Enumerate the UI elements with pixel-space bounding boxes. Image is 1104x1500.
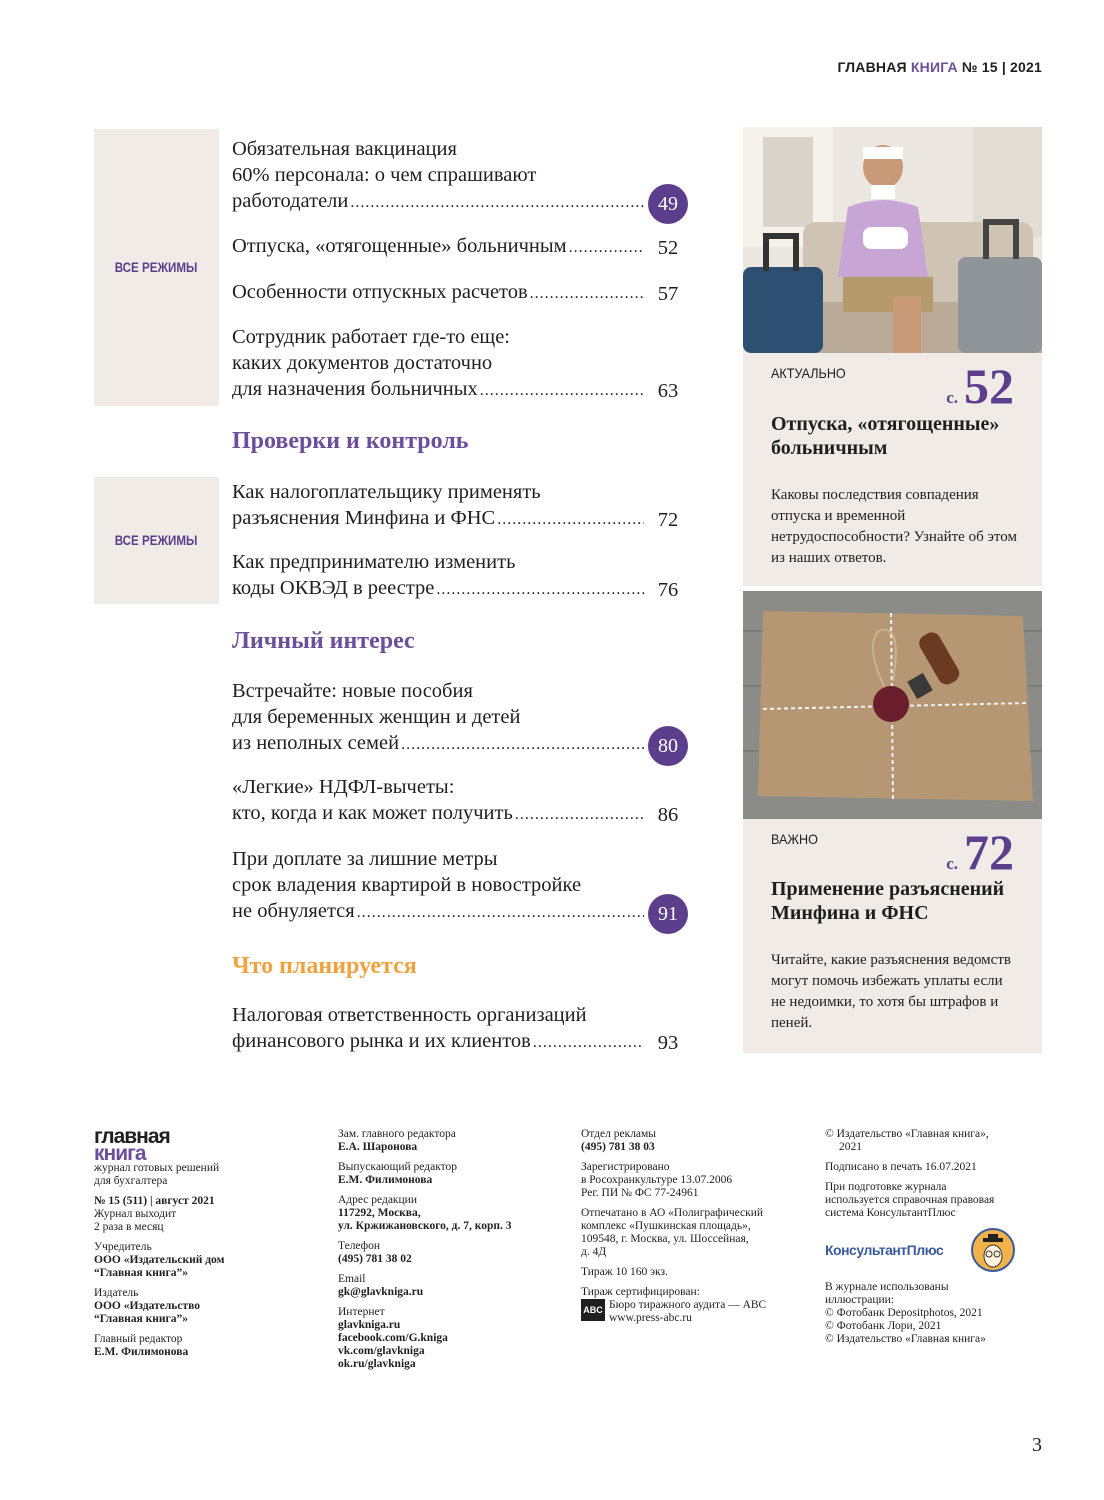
page-badge[interactable]: 49 (648, 184, 688, 224)
logo-top: главная (94, 1125, 170, 1148)
legal-system-note: система КонсультантПлюс (825, 1207, 956, 1219)
footer-imprint-col3 (581, 1128, 811, 1325)
category-band-all-modes (94, 129, 219, 406)
abc-logo-icon: ABC (581, 1299, 605, 1321)
card-text: Каковы последствия совпадения отпуска и временной нетрудоспособности? Узнайте об этом из наших ответов. (771, 487, 1017, 566)
ads-phone[interactable]: (495) 781 38 03 (581, 1141, 655, 1153)
page-number-link[interactable]: 86 (657, 804, 679, 826)
card-title: Применение разъяснений Минфина и ФНС (771, 878, 1005, 924)
address-label: Адрес редакции (338, 1194, 417, 1206)
vk-link[interactable]: vk.com/glavkniga (338, 1345, 425, 1357)
toc-entry-line: из неполных семей (232, 732, 400, 754)
page-number-link[interactable]: 57 (657, 283, 679, 305)
facebook-link[interactable]: facebook.com/G.kniga (338, 1332, 448, 1344)
toc-entry-line: Обязательная вакцинация (232, 138, 457, 160)
signed-date: Подписано в печать 16.07.2021 (825, 1161, 977, 1173)
tagline: для бухгалтера (94, 1175, 168, 1187)
leader-dots (530, 281, 644, 307)
publisher: “Главная книга”» (94, 1313, 189, 1325)
editor-label: Главный редактор (94, 1333, 183, 1345)
leader-dots (436, 577, 644, 603)
registration: Зарегистрировано (581, 1161, 670, 1173)
footer-imprint-col2 (338, 1128, 568, 1371)
toc-entry[interactable] (232, 136, 698, 216)
illustration-credit: © Фотобанк Depositphotos, 2021 (825, 1307, 983, 1319)
issue-info: № 15 (511) | август 2021 (94, 1195, 215, 1207)
card-tag: ВАЖНО (771, 831, 818, 847)
page-badge[interactable]: 91 (648, 894, 688, 934)
toc-entry[interactable] (232, 846, 698, 926)
printing-house: д. 4Д (581, 1246, 607, 1258)
tagline: журнал готовых решений (94, 1162, 220, 1174)
toc-entry[interactable] (232, 324, 698, 404)
legal-system-note: используется справочная правовая (825, 1194, 995, 1206)
address: 117292, Москва, (338, 1207, 421, 1219)
registration: в Росохранкультуре 13.07.2006 (581, 1174, 733, 1186)
logo-bottom: книга (94, 1142, 146, 1165)
band-label: ВСЕ РЕЖИМЫ (115, 533, 198, 548)
toc-entry-line: для назначения больничных (232, 378, 478, 400)
photo-envelope-with-seal (743, 591, 1042, 819)
toc-entry-line: Сотрудник работает где-то еще: (232, 326, 510, 348)
certification-label: Тираж сертифицирован: (581, 1286, 700, 1298)
toc-entry[interactable] (232, 479, 698, 533)
ads-label: Отдел рекламы (581, 1128, 657, 1140)
toc-entry-line: 60% персонала: о чем спрашивают (232, 164, 537, 186)
phone-label: Телефон (338, 1240, 381, 1252)
leader-dots (357, 900, 644, 926)
issue-number: № 15 | 2021 (961, 59, 1042, 75)
printing-house: Отпечатано в АО «Полиграфический (581, 1207, 764, 1219)
copyright: © Издательство «Главная книга», (825, 1128, 989, 1140)
toc-entry-line: срок владения квартирой в новостройке (232, 874, 582, 896)
toc-entry[interactable] (232, 279, 698, 307)
founder-label: Учредитель (94, 1241, 152, 1253)
feature-card-clarifications[interactable] (743, 819, 1042, 1053)
leader-dots (515, 802, 644, 828)
illustration-credit: © Фотобанк Лори, 2021 (825, 1320, 942, 1332)
leader-dots (533, 1030, 644, 1056)
toc-entry-line: работодатели (232, 190, 349, 212)
toc-entry-line: финансового рынка и их клиентов (232, 1030, 531, 1052)
brand-main: ГЛАВНАЯ (837, 59, 907, 75)
photo-injured-man-with-suitcases (743, 127, 1042, 353)
internet-label: Интернет (338, 1306, 385, 1318)
printing-house: 109548, г. Москва, ул. Шоссейная, (581, 1233, 749, 1245)
toc-entry-line: Встречайте: новые пособия (232, 680, 473, 702)
legal-system-note: При подготовке журнала (825, 1181, 947, 1193)
release-editor-label: Выпускающий редактор (338, 1161, 458, 1173)
toc-entry-line: Налоговая ответственность организаций (232, 1004, 587, 1026)
page-badge[interactable]: 80 (648, 726, 688, 766)
toc-entry-line: кто, когда и как может получить (232, 802, 513, 824)
toc-entry[interactable] (232, 678, 698, 758)
konsultant-plus-logo (825, 1228, 1015, 1274)
section-heading-personal: Личный интерес (232, 628, 415, 654)
toc-entry-line: для беременных женщин и детей (232, 706, 521, 728)
toc-entry[interactable] (232, 233, 698, 261)
website-link[interactable]: glavkniga.ru (338, 1319, 401, 1331)
page-header (837, 59, 1042, 75)
founder: “Главная книга”» (94, 1267, 189, 1279)
frequency: Журнал выходит (94, 1208, 177, 1220)
page-number-link[interactable]: 72 (657, 509, 679, 531)
page-number: 3 (1032, 1434, 1042, 1456)
professor-mascot-icon (971, 1228, 1015, 1272)
page-number-link[interactable]: 76 (657, 579, 679, 601)
founder: ООО «Издательский дом (94, 1254, 225, 1266)
feature-card-vacation[interactable] (743, 353, 1042, 586)
illustration-credit: © Издательство «Главная книга» (825, 1333, 986, 1345)
toc-entry-line: разъяснения Минфина и ФНС (232, 507, 496, 529)
card-tag: АКТУАЛЬНО (771, 365, 846, 381)
card-text: Читайте, какие разъяснения ведомств могут помочь избежать уплаты если не недоимки, то хотя бы штрафов и пеней. (771, 952, 1011, 1031)
certification: Бюро тиражного аудита — ABC (609, 1299, 767, 1311)
illustrations-note: иллюстрации: (825, 1294, 895, 1306)
toc-entry[interactable] (232, 774, 698, 828)
leader-dots (480, 378, 644, 404)
toc-entry[interactable] (232, 549, 698, 603)
publisher-label: Издатель (94, 1287, 139, 1299)
card-page-number: 52 (964, 358, 1014, 414)
leader-dots (350, 190, 644, 216)
abc-website-link[interactable]: www.press-abc.ru (609, 1312, 692, 1324)
footer-imprint-col4 (825, 1128, 1040, 1346)
card-page-ref (946, 824, 1014, 880)
editor: Е.М. Филимонова (94, 1346, 189, 1358)
brand-accent: КНИГА (910, 59, 958, 75)
ok-link[interactable]: ok.ru/glavkniga (338, 1358, 416, 1370)
footer-imprint-col1 (94, 1125, 294, 1359)
publisher: ООО «Издательство (94, 1300, 201, 1312)
registration: Рег. ПИ № ФС 77-24961 (581, 1187, 699, 1199)
toc-entry-line: При доплате за лишние метры (232, 848, 498, 870)
toc-entry-line: Как налогоплательщику применять (232, 481, 541, 503)
page-number-link[interactable]: 93 (657, 1032, 679, 1054)
band-label: ВСЕ РЕЖИМЫ (115, 260, 198, 275)
toc-entry-line: Особенности отпускных расчетов (232, 281, 528, 303)
card-page-ref (946, 358, 1014, 414)
frequency: 2 раза в месяц (94, 1221, 164, 1233)
illustrations-note: В журнале использованы (825, 1281, 949, 1293)
toc-entry[interactable] (232, 1002, 698, 1056)
deputy-editor: Е.А. Шаронова (338, 1141, 418, 1153)
email-link[interactable]: gk@glavkniga.ru (338, 1286, 424, 1298)
deputy-label: Зам. главного редактора (338, 1128, 456, 1140)
page-prefix: с. (946, 854, 958, 873)
circulation: Тираж 10 160 экз. (581, 1266, 668, 1278)
toc-entry-line: Как предпринимателю изменить (232, 551, 516, 573)
copyright-year: 2021 (839, 1141, 862, 1153)
card-title: Отпуска, «отягощенные» больничным (771, 413, 1000, 459)
leader-dots (401, 732, 644, 758)
section-heading-checks: Проверки и контроль (232, 428, 469, 454)
address: ул. Кржижановского, д. 7, корп. 3 (338, 1220, 512, 1232)
toc-entry-line: Отпуска, «отягощенные» больничным (232, 235, 567, 257)
page-number-link[interactable]: 63 (657, 380, 679, 402)
toc-entry-line: коды ОКВЭД в реестре (232, 577, 435, 599)
leader-dots (569, 235, 644, 261)
phone[interactable]: (495) 781 38 02 (338, 1253, 412, 1265)
release-editor: Е.М. Филимонова (338, 1174, 433, 1186)
category-band-all-modes (94, 477, 219, 604)
toc-entry-line: не обнуляется (232, 900, 355, 922)
toc-entry-line: «Легкие» НДФЛ-вычеты: (232, 776, 455, 798)
konsultant-plus-wordmark: КонсультантПлюс (825, 1242, 944, 1258)
card-page-number: 72 (964, 824, 1014, 880)
email-label: Email (338, 1273, 366, 1285)
toc-entry-line: каких документов достаточно (232, 352, 493, 374)
page-prefix: с. (946, 388, 958, 407)
leader-dots (497, 507, 644, 533)
section-heading-planned: Что планируется (232, 953, 417, 979)
glavnaya-kniga-logo (94, 1125, 294, 1165)
printing-house: комплекс «Пушкинская площадь», (581, 1220, 751, 1232)
page-number-link[interactable]: 52 (657, 237, 679, 259)
